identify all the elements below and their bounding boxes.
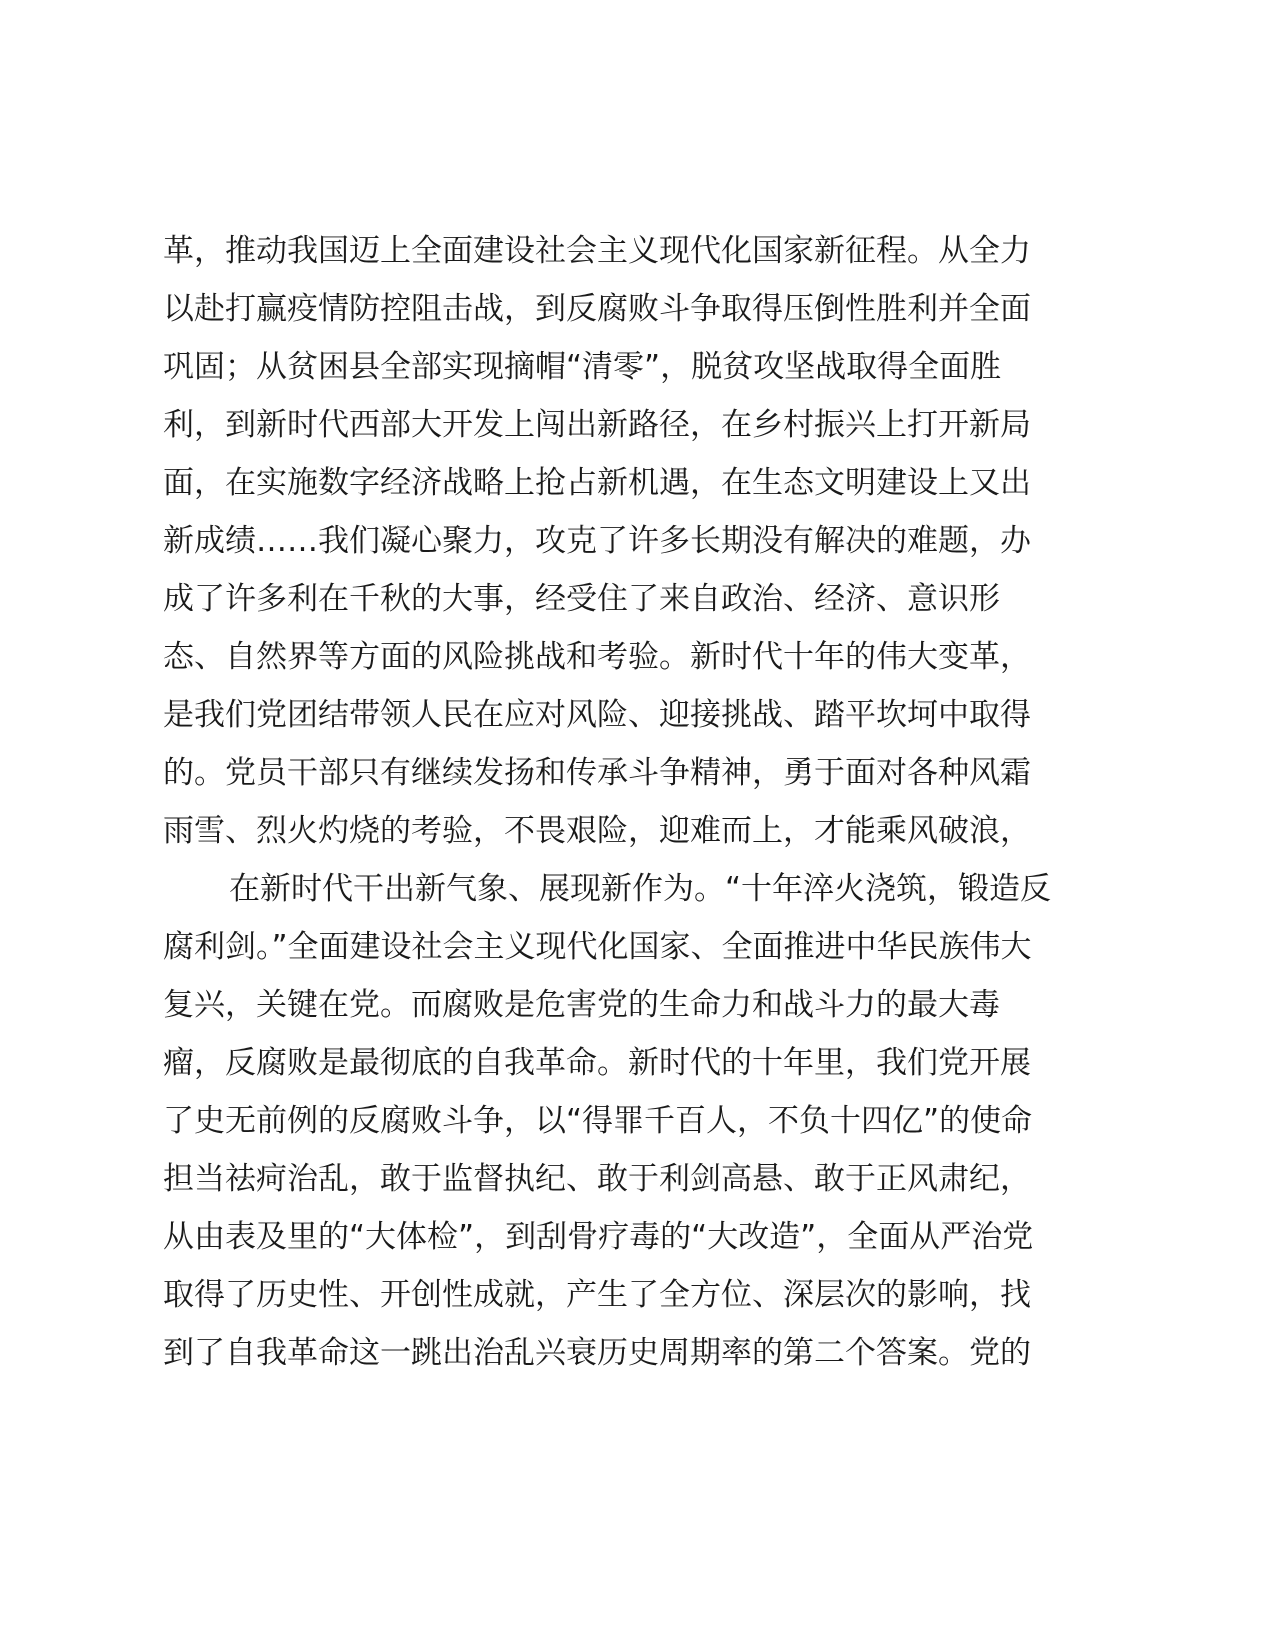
text-line: 面，在实施数字经济战略上抢占新机遇，在生态文明建设上又出 (163, 465, 1031, 501)
text-line: 是我们党团结带领人民在应对风险、迎接挑战、踏平坎坷中取得 (163, 697, 1031, 733)
text-line: 腐利剑。”全面建设社会主义现代化国家、全面推进中华民族伟大 (163, 929, 1032, 965)
paragraph-start-line: 在新时代干出新气象、展现新作为。“十年淬火浇筑，锻造反 (229, 871, 1052, 907)
text-line: 以赴打赢疫情防控阻击战，到反腐败斗争取得压倒性胜利并全面 (163, 291, 1031, 327)
text-line: 取得了历史性、开创性成就，产生了全方位、深层次的影响，找 (163, 1277, 1031, 1313)
text-line: 新成绩……我们凝心聚力，攻克了许多长期没有解决的难题，办 (163, 523, 1031, 559)
text-line: 雨雪、烈火灼烧的考验，不畏艰险，迎难而上，才能乘风破浪， (163, 813, 1031, 849)
text-line: 瘤，反腐败是最彻底的自我革命。新时代的十年里，我们党开展 (163, 1045, 1031, 1081)
text-line: 复兴，关键在党。而腐败是危害党的生命力和战斗力的最大毒 (163, 987, 1000, 1023)
text-line: 到了自我革命这一跳出治乱兴衰历史周期率的第二个答案。党的 (163, 1335, 1031, 1371)
text-line: 从由表及里的“大体检”，到刮骨疗毒的“大改造”，全面从严治党 (163, 1219, 1034, 1255)
text-line: 担当祛疴治乱，敢于监督执纪、敢于利剑高悬、敢于正风肃纪， (163, 1161, 1031, 1197)
text-line: 成了许多利在千秋的大事，经受住了来自政治、经济、意识形 (163, 581, 1000, 617)
text-line: 革，推动我国迈上全面建设社会主义现代化国家新征程。从全力 (163, 233, 1031, 269)
body-text (163, 222, 1123, 1382)
text-line: 巩固；从贫困县全部实现摘帽“清零”，脱贫攻坚战取得全面胜 (163, 349, 1002, 385)
text-line: 态、自然界等方面的风险挑战和考验。新时代十年的伟大变革， (163, 639, 1031, 675)
text-line: 的。党员干部只有继续发扬和传承斗争精神，勇于面对各种风霜 (163, 755, 1031, 791)
text-line: 了史无前例的反腐败斗争，以“得罪千百人，不负十四亿”的使命 (163, 1103, 1033, 1139)
text-line: 利，到新时代西部大开发上闯出新路径，在乡村振兴上打开新局 (163, 407, 1031, 443)
